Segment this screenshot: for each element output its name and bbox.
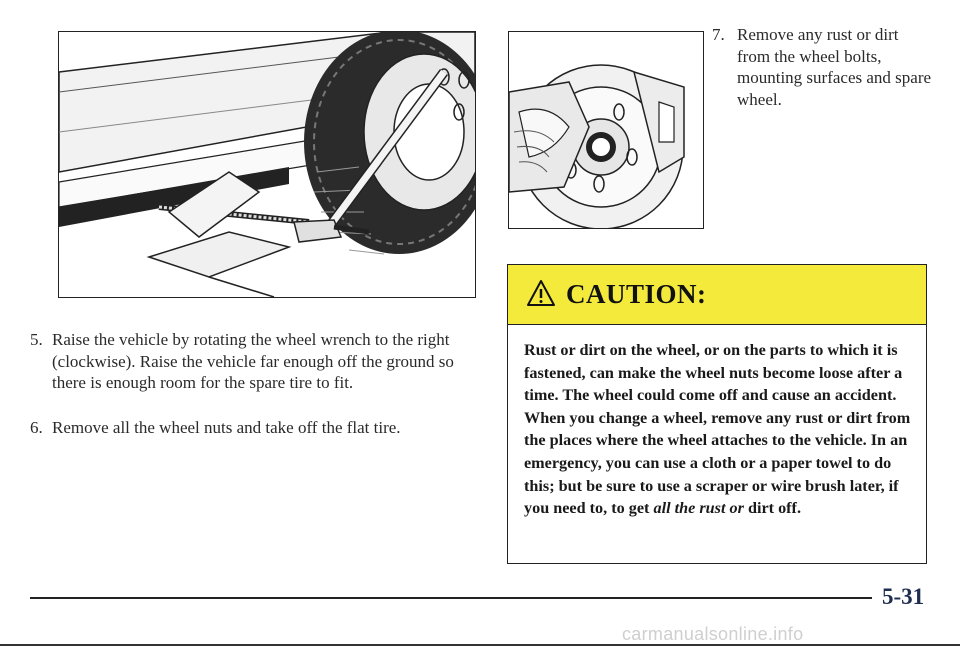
caution-body-end: dirt off. [747, 499, 801, 518]
step-6-text: Remove all the wheel nuts and take off the flat tire. [52, 418, 401, 437]
step-7-text: Remove any rust or dirt from the wheel bolts, mounting surfaces and spare wheel. [737, 25, 932, 109]
page-number: 5-31 [882, 584, 925, 609]
footer-rule [30, 597, 872, 599]
jack-illustration [58, 31, 476, 298]
caution-header [508, 265, 926, 325]
step-7-number: 7. [712, 25, 725, 44]
jack-illustration-icon [59, 32, 475, 297]
step-7 [712, 24, 932, 110]
hub-cleaning-illustration-icon [509, 32, 703, 228]
warning-triangle-icon [526, 279, 556, 307]
caution-body-main: Rust or dirt on the wheel, or on the parts to which it is fastened, can make the wheel nuts become loose after a time. The wheel could come off and cause an accident. When you change a wheel, remove any rust or dirt from the places where the wheel attaches to the vehicle. In an emergency, you can use a cloth or a paper towel to do this; but be sure to use a scraper or wire brush later, if you need to, to get [524, 341, 911, 518]
step-6-number: 6. [30, 418, 43, 437]
step-5 [30, 329, 485, 394]
step-5-number: 5. [30, 330, 43, 349]
hub-cleaning-illustration [508, 31, 704, 229]
bottom-rule [0, 644, 960, 646]
watermark: carmanualsonline.info [622, 624, 804, 644]
caution-body-emphasis: all the rust or [653, 499, 744, 518]
step-5-text: Raise the vehicle by rotating the wheel wrench to the right (clockwise). Raise the vehicle far enough off the ground so there is enough room for the spare tire to fit. [52, 330, 454, 392]
step-6 [30, 417, 485, 439]
caution-box [507, 264, 927, 564]
caution-body [524, 339, 919, 520]
caution-title: CAUTION: [566, 279, 707, 309]
